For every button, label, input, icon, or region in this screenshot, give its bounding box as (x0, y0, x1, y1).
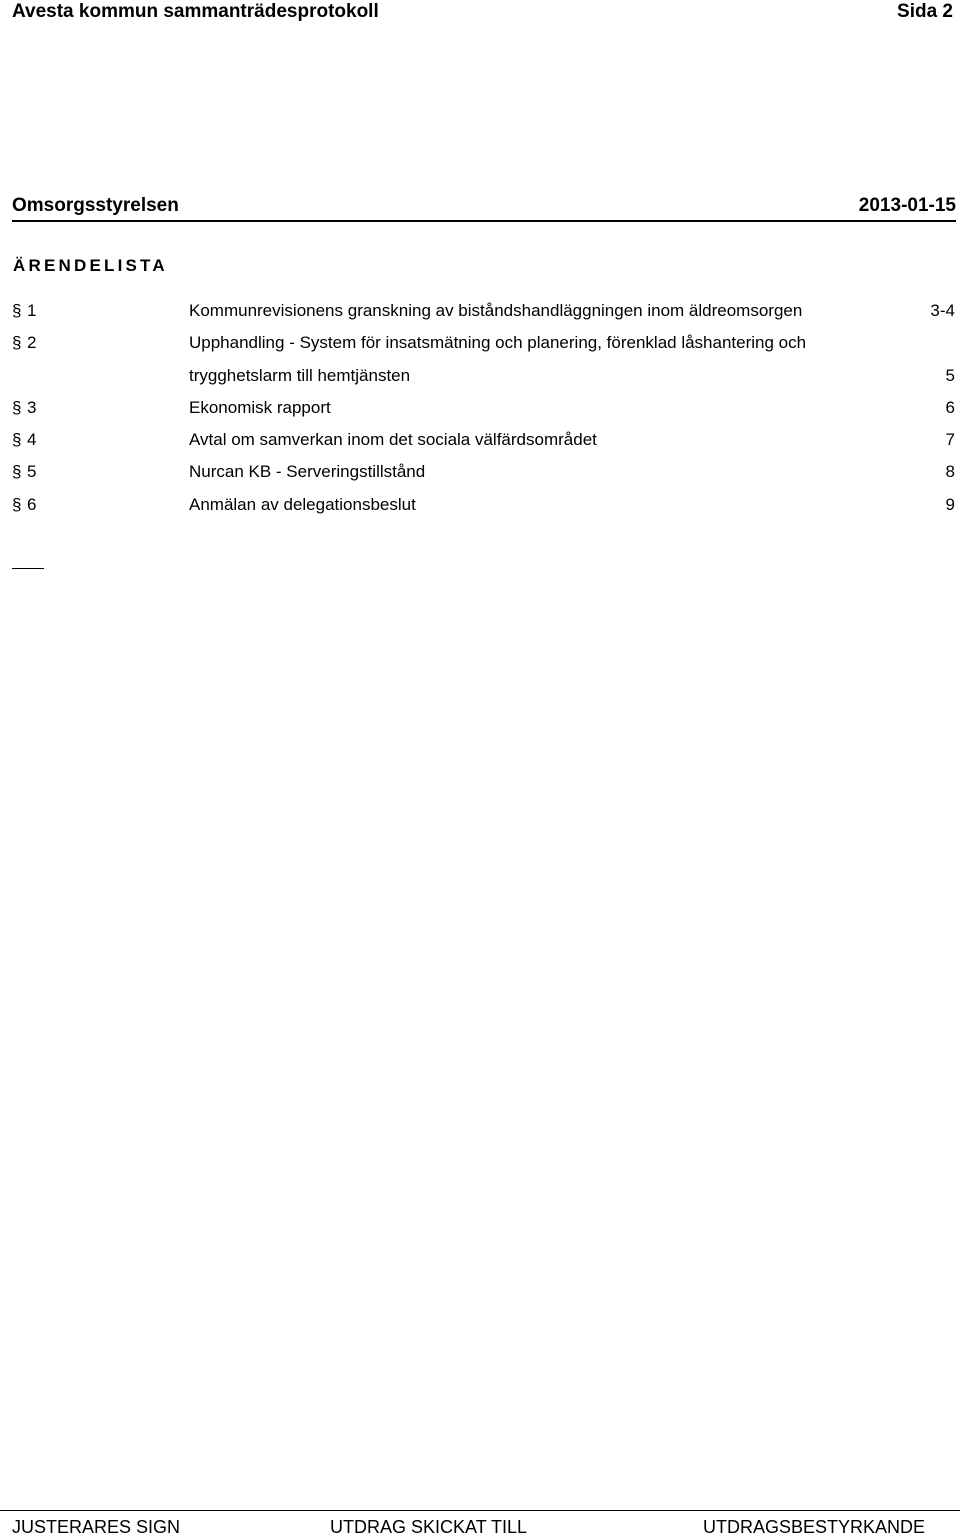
paragraph-number (12, 295, 162, 327)
item-pages: 6 (945, 397, 955, 417)
paragraph-symbol: § (12, 333, 22, 353)
page-number: Sida 2 (897, 1, 953, 22)
footer-sent-to-label: UTDRAG SKICKAT TILL (330, 1517, 528, 1537)
item-title: Kommunrevisionens granskning av biståndshandläggningen inom äldreomsorgen (189, 301, 803, 320)
paragraph-number (12, 456, 162, 488)
paragraph-symbol: § (12, 462, 22, 482)
item-number: 2 (27, 333, 37, 353)
item-number: 4 (27, 430, 37, 450)
footer-signature-label: JUSTERARES SIGN (12, 1517, 181, 1537)
item-pages: 5 (945, 365, 955, 385)
footer-certified-label: UTDRAGSBESTYRKANDE (703, 1517, 926, 1537)
paragraph-symbol: § (12, 430, 22, 450)
item-title: Nurcan KB - Serveringstillstånd (189, 462, 426, 482)
agenda-heading: ÄRENDELISTA (13, 256, 168, 275)
paragraph-symbol: § (12, 397, 22, 417)
agenda-item (12, 424, 955, 456)
item-pages: 3-4 (930, 301, 955, 320)
item-number: 1 (27, 301, 37, 320)
end-of-list-rule (12, 568, 44, 569)
meeting-info (12, 193, 956, 222)
item-title: Avtal om samverkan inom det sociala välfärdsområdet (189, 430, 597, 450)
item-pages: 9 (945, 494, 955, 514)
item-number: 6 (27, 494, 37, 514)
signature-footer (0, 1510, 960, 1537)
agenda-list (12, 295, 955, 521)
item-title: Upphandling - System för insatsmätning och planering, förenklad låshantering och trygghetslarm till hemtjänsten (189, 333, 807, 385)
board-name: Omsorgsstyrelsen (12, 195, 179, 216)
agenda-item (12, 295, 955, 327)
document-title: Avesta kommun sammanträdesprotokoll (12, 1, 379, 22)
paragraph-number (12, 392, 162, 424)
item-title: Ekonomisk rapport (189, 397, 331, 417)
agenda-item (12, 489, 955, 521)
paragraph-number (12, 489, 162, 521)
paragraph-symbol: § (12, 301, 22, 320)
document-header (12, 0, 953, 26)
agenda-item (12, 392, 955, 424)
agenda-item (12, 327, 955, 392)
item-pages: 8 (945, 462, 955, 482)
paragraph-number (12, 327, 162, 359)
item-title: Anmälan av delegationsbeslut (189, 494, 416, 514)
item-pages: 7 (945, 430, 955, 450)
meeting-date: 2013-01-15 (858, 195, 956, 216)
paragraph-number (12, 424, 162, 456)
item-number: 3 (27, 397, 37, 417)
item-number: 5 (27, 462, 37, 482)
paragraph-symbol: § (12, 494, 22, 514)
agenda-item (12, 456, 955, 488)
